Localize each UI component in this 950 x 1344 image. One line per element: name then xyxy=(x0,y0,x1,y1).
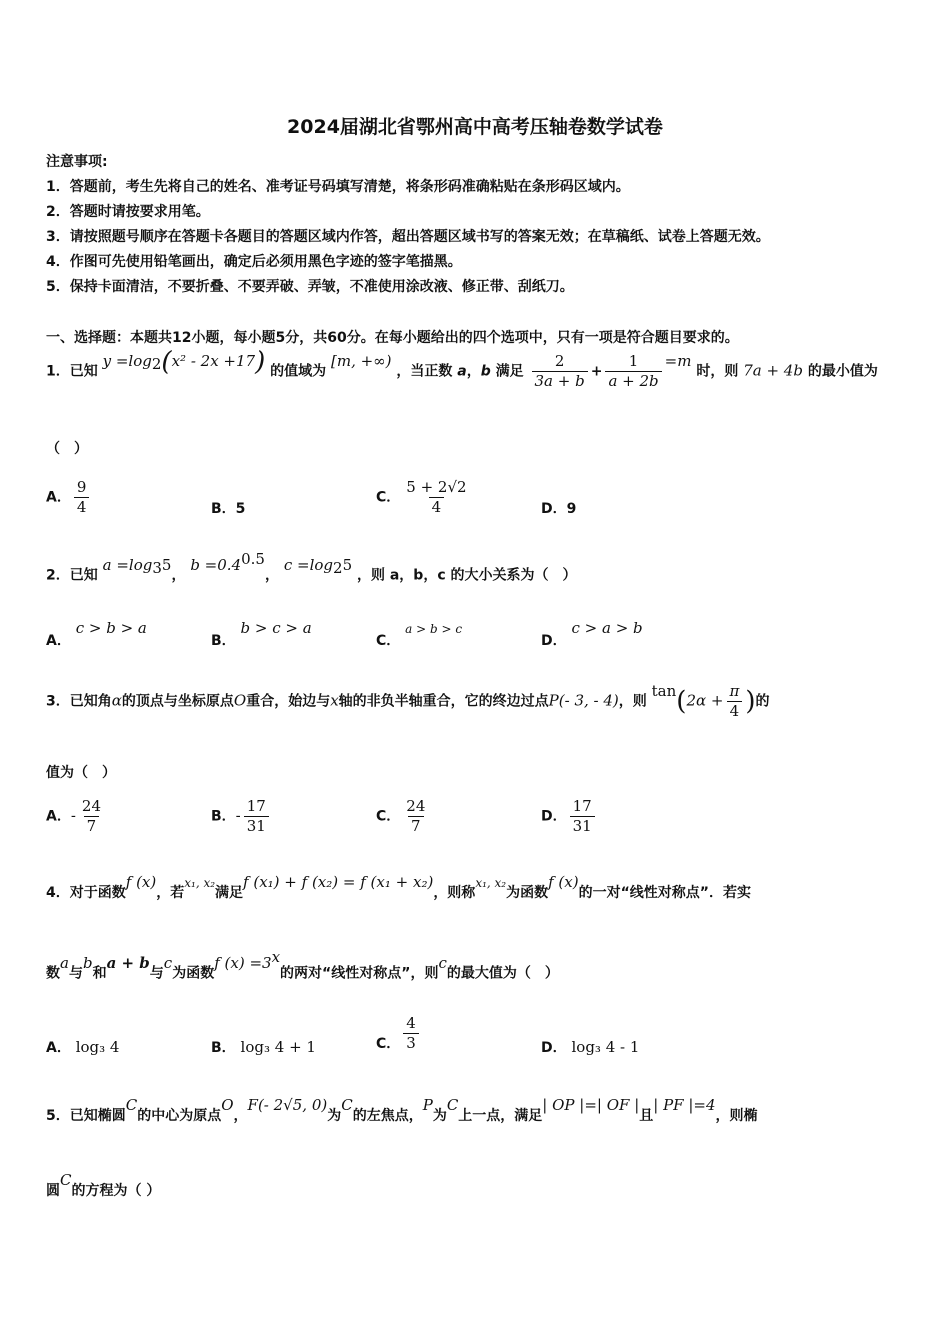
q3-origin: O xyxy=(233,691,247,710)
q5-focus: F(- 2√5, 0) xyxy=(247,1096,328,1114)
q3-x: x xyxy=(330,691,339,710)
q3-text: 3．已知角 xyxy=(46,693,112,710)
q4-func-sup: x xyxy=(271,948,281,966)
q1-var-b: b xyxy=(480,363,491,380)
q1-text: ，当正数 xyxy=(396,363,453,380)
question-5-line2 xyxy=(46,1171,930,1200)
q4-var-c: c xyxy=(438,953,447,972)
q5-point: P xyxy=(422,1096,433,1114)
q4-func: f (x) =3 xyxy=(214,953,272,972)
q3-point: P(- 3, - 4) xyxy=(548,691,619,710)
q4-text: 为函数 xyxy=(172,965,215,982)
q5-origin: O xyxy=(221,1096,234,1114)
notice-item: 3．请按照题号顺序在答题卡各题目的答题区域内作答，超出答题区域书写的答案无效；在草稿纸、试卷上答题无效。 xyxy=(46,229,770,245)
option-fraction: $\frac{17}{31}$ xyxy=(570,797,595,836)
q4-text: 与 xyxy=(149,965,164,982)
q1-range: [m, +∞) xyxy=(331,351,392,370)
q1-fraction-2: $\frac{1}{a + 2b}$ xyxy=(605,352,661,391)
notice-item: 1．答题前，考生先将自己的姓名、准考证号码填写清楚，将条形码准确粘贴在条形码区域内。 xyxy=(46,179,630,195)
q2-a: a =log xyxy=(102,555,153,574)
q4-option-a[interactable] xyxy=(46,1037,119,1057)
q1-arg: (x² - 2x +17) xyxy=(161,346,266,377)
q2-b-sup: 0.5 xyxy=(241,550,265,568)
q1-text: 时，则 xyxy=(696,363,739,380)
q5-text: 且 xyxy=(639,1108,654,1124)
q4-x12: x₁, x₂ xyxy=(475,876,507,890)
q1-option-b[interactable]: B．5 xyxy=(211,501,246,517)
q5-text: 5．已知椭圆 xyxy=(46,1108,126,1124)
q5-text: 的中心为原点 xyxy=(137,1108,222,1124)
q1-option-a[interactable] xyxy=(46,478,92,517)
q4-text: ，则称 xyxy=(433,885,476,901)
q3-tan: tan xyxy=(651,681,677,700)
q4-option-c[interactable] xyxy=(376,1014,422,1053)
q4-text: 和 xyxy=(92,965,107,982)
question-4-line2 xyxy=(46,948,930,983)
option-fraction: $\frac{24}{7}$ xyxy=(406,797,426,835)
q5-ellipse: C xyxy=(125,1096,138,1114)
option-sign: - xyxy=(235,808,241,825)
q2-c-val: 5 xyxy=(342,555,353,574)
option-label: C． xyxy=(376,808,401,825)
q2-a-sub: 3 xyxy=(152,559,162,578)
option-label: A． xyxy=(46,1040,71,1056)
option-fraction: $\frac{17}{31}$ xyxy=(244,797,269,836)
q5-text: 为 xyxy=(327,1108,342,1124)
q3-text: 的顶点与坐标原点 xyxy=(121,693,234,710)
q5-ellipse: C xyxy=(60,1171,72,1189)
q4-var-b: b xyxy=(82,953,93,972)
option-label: C． xyxy=(376,633,401,649)
q4-fx: f (x) xyxy=(125,873,157,891)
q4-text: 为函数 xyxy=(506,885,549,901)
q4-option-b[interactable] xyxy=(211,1037,316,1057)
q3-pi-fraction: $\frac{\pi}{4}$ xyxy=(726,682,742,721)
q1-answer-paren: （ ） xyxy=(46,441,88,457)
q4-var-a: a xyxy=(60,953,69,972)
q5-condition-1: | OP |=| OF | xyxy=(542,1096,640,1114)
q5-text: 的左焦点， xyxy=(352,1108,423,1124)
q1-expr: 7a + 4b xyxy=(743,361,803,380)
q4-var-ab: a + b xyxy=(106,953,150,972)
q4-equation: f (x₁) + f (x₂) = f (x₁ + x₂) xyxy=(243,873,434,891)
option-value: log₃ 4 xyxy=(75,1038,120,1056)
q3-option-b[interactable] xyxy=(211,797,272,836)
q1-text: 满足 xyxy=(495,363,524,380)
q1-text: 的值域为 xyxy=(270,363,327,380)
q2-option-d[interactable] xyxy=(541,618,643,649)
notice-item: 2．答题时请按要求用笔。 xyxy=(46,204,210,220)
q5-text: 的方程为（ ） xyxy=(71,1183,161,1199)
option-fraction: $\frac{24}{7}$ xyxy=(81,797,101,835)
q3-text: ，则 xyxy=(618,693,647,710)
question-3: 3．已知角α的顶点与坐标原点O重合，始边与x轴的非负半轴重合，它的终边过点P(- 3, - 4)，则 tan(2α + $\frac{\pi}{4}$ )的 xyxy=(46,681,770,720)
q1-text: 1．已知 xyxy=(46,363,98,380)
question-4 xyxy=(46,873,930,902)
option-fraction: $\frac{5 + 2√2}{4}$ xyxy=(406,478,467,516)
q2-option-c[interactable] xyxy=(376,618,463,649)
q5-text: ，则椭 xyxy=(715,1108,758,1124)
question-2: 2．已知 $a =\log_35$， $b =0.4^{0.5}$， $c =\log_25$ ，则 a，b，c 的大小关系为（ ） xyxy=(46,550,577,584)
q1-fraction-1: $\frac{2}{3a + b}$ xyxy=(532,352,588,391)
option-fraction: $\frac{9}{4}$ xyxy=(74,478,90,517)
q2-c: c =log xyxy=(283,555,334,574)
q5-condition-2: | PF |=4 xyxy=(653,1096,716,1114)
q5-text: 上一点，满足 xyxy=(458,1108,543,1124)
q4-text: 的最大值为（ ） xyxy=(446,965,559,982)
q5-ellipse: C xyxy=(446,1096,459,1114)
q4-x12: x₁, x₂ xyxy=(184,876,216,890)
q1-var-a: a xyxy=(457,363,467,380)
q4-text: 的两对“线性对称点”，则 xyxy=(280,965,439,982)
q4-fx: f (x) xyxy=(548,873,579,891)
q4-option-d[interactable] xyxy=(541,1037,639,1057)
q3-inner: 2α + xyxy=(686,691,724,710)
option-fraction: $\frac{4}{3}$ xyxy=(403,1014,419,1053)
q2-a-val: 5 xyxy=(161,555,172,574)
q3-text: 重合，始边与 xyxy=(246,693,331,710)
option-sign: - xyxy=(70,808,76,825)
notice-item: 4．作图可先使用铅笔画出，确定后必须用黑色字迹的签字笔描黑。 xyxy=(46,254,462,270)
q4-text: 与 xyxy=(68,965,83,982)
q4-text: ，若 xyxy=(156,885,185,901)
option-label: C． xyxy=(376,489,401,506)
q3-text-line2: 值为（ ） xyxy=(46,765,116,781)
q4-text: 数 xyxy=(46,965,60,982)
q3-alpha: α xyxy=(111,691,122,710)
page-title: 2024届湖北省鄂州高中高考压轴卷数学试卷 xyxy=(287,116,663,138)
q2-option-a[interactable] xyxy=(46,618,147,649)
option-label: B． xyxy=(211,808,236,825)
q4-text: 满足 xyxy=(215,885,244,901)
q2-c-sub: 2 xyxy=(333,559,343,578)
q2-text: ，则 a，b，c 的大小关系为（ ） xyxy=(356,567,577,584)
q5-text: 为 xyxy=(432,1108,447,1124)
q2-text: 2．已知 xyxy=(46,567,98,584)
q3-option-c[interactable] xyxy=(376,797,431,836)
notice-item: 5．保持卡面清洁，不要折叠、不要弄破、弄皱，不准使用涂改液、修正带、刮纸刀。 xyxy=(46,279,574,295)
option-label: A． xyxy=(46,808,71,825)
q5-ellipse: C xyxy=(341,1096,353,1114)
q3-text: 轴的非负半轴重合，它的终边过点 xyxy=(338,693,549,710)
q1-text: 的最小值为 xyxy=(807,363,878,380)
option-value: log₃ 4 + 1 xyxy=(240,1038,316,1056)
q2-option-b[interactable] xyxy=(211,618,312,649)
question-1: 1．已知 $y =\log_2(x^2 - 2x +17)$ 的值域为 [m, +∞) ，当正数 a，b 满足 $\frac{2}{3a + b}$ + $\frac{1}{a + 2b}$ =m 时，则 7a + 4b 的最小值为 xyxy=(46,346,878,390)
option-value: c > b > a xyxy=(75,619,147,637)
option-label: A． xyxy=(46,489,71,506)
q3-text: 的 xyxy=(755,693,770,710)
q1-eq: =m xyxy=(664,351,692,370)
q2-b: b =0.4 xyxy=(190,555,242,574)
option-value: c > a > b xyxy=(571,619,643,637)
option-label: D． xyxy=(541,808,567,825)
notice-heading: 注意事项: xyxy=(46,154,108,170)
option-label: D． xyxy=(541,633,567,649)
notice-section xyxy=(46,150,916,300)
q4-text: 4．对于函数 xyxy=(46,885,126,901)
option-label: B． xyxy=(211,1040,236,1056)
option-value: a > b > c xyxy=(405,622,463,636)
q1-option-c[interactable] xyxy=(376,478,473,517)
option-label: D． xyxy=(541,1040,567,1056)
option-label: B． xyxy=(211,633,236,649)
q5-text: ， xyxy=(233,1108,248,1124)
question-5 xyxy=(46,1096,930,1125)
q5-text: 圆 xyxy=(46,1183,60,1199)
q3-option-a[interactable] xyxy=(46,797,107,836)
option-value: log₃ 4 - 1 xyxy=(571,1038,640,1056)
option-value: b > c > a xyxy=(240,619,312,637)
option-label: A． xyxy=(46,633,71,649)
q1-option-d[interactable]: D．9 xyxy=(541,501,577,517)
option-label: C． xyxy=(376,1035,401,1052)
q4-text: 的一对“线性对称点”．若实 xyxy=(578,885,751,901)
q4-var-c: c xyxy=(163,953,173,972)
section-heading: 一、选择题：本题共12小题，每小题5分，共60分。在每小题给出的四个选项中，只有一项是符合题目要求的。 xyxy=(46,330,739,346)
q1-func: y =log xyxy=(102,351,152,370)
q1-sub: 2 xyxy=(151,355,162,374)
q3-option-d[interactable] xyxy=(541,797,598,836)
